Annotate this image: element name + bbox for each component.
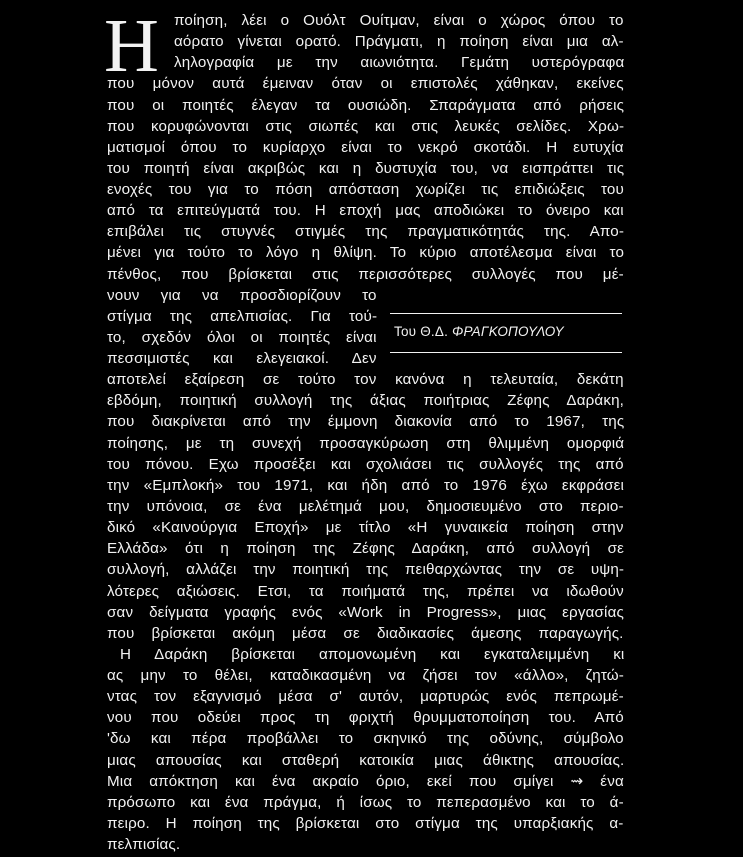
text-line: που κορυφώνονται στις σιωπές και στις λευκές σελίδες. Χρω- [107, 117, 625, 135]
text-line: Ελλάδα» ότι η ποίηση της Ζέφης Δαράκη, από συλλογή σε [107, 540, 625, 558]
text-line: που βρίσκεται ακόμη μέσα σε διαδικασίες άμεσης παραγωγής. [107, 624, 624, 642]
byline-prefix: Του Θ.Δ. [394, 324, 449, 339]
text-line: συλλογή, αλλάζει την ποιητική της πειθαρχώντας την σε υψη- [107, 561, 625, 579]
text-line: ποίησης, με τη συνεχή προσαγκύρωση στη θλιμμένη ομορφιά [107, 434, 625, 452]
text-line: νου που οδεύει προς τη φριχτή θρυμματοποίηση του. Από [107, 709, 624, 727]
text-line: ντας τον εξαγνισμό μέσα σ' αυτόν, μαρτυρώς ενός πεπρωμέ- [107, 688, 624, 706]
text-line: που οι ποιητές έλεγαν τα ουσιώδη. Σπαράγματα από ρήσεις [107, 96, 625, 114]
text-line: την «Εμπλοκή» του 1971, και ήδη από το 1976 έχω εκφράσει [107, 476, 625, 494]
text-line: λότερες αξιώσεις. Ετσι, τα ποιήματά της, πρέπει να ιδωθούν [107, 582, 624, 600]
byline [394, 324, 564, 340]
text-line: στίγμα της απελπισίας. Για τού- [107, 307, 378, 325]
text-line: του πόνου. Εχω προσέξει και σχολιάσει τις συλλογές της από [107, 455, 624, 473]
text-line: που διακρίνεται από την έμμονη διακονία από το 1967, της [107, 413, 625, 431]
author-name: ΦΡΑΓΚΟΠΟΥΛΟΥ [451, 324, 564, 339]
text-line: Η Δαράκη βρίσκεται απομονωμένη και εγκαταλειμμένη κι [120, 645, 625, 663]
text-line: ματισμοί όπου το κυρίαρχο είναι το νεκρό σκοτάδι. Η ευτυχία [107, 138, 624, 156]
text-line: πρόσωπο και ένα πράγμα, ή ίσως το πεπερασμένο και το ά- [107, 793, 624, 811]
text-line: μιας απουσίας και σταθερή κατοικία μιας άθικτης απουσίας. [107, 751, 625, 769]
text-line: αποτελεί εξαίρεση σε τούτο τον κανόνα η τελευταία, δεκάτη [107, 371, 624, 389]
drop-cap: Η [104, 4, 159, 88]
text-line: εβδόμη, ποιητική συλλογή της άξιας ποιήτριας Ζέφης Δαράκη, [107, 392, 625, 410]
text-line: του ποιητή είναι ακριβώς και η δυστυχία του, να εισπράττει τις [107, 159, 625, 177]
text-line: πειρο. Η ποίηση της βρίσκεται στο στίγμα της υπαρξιακής α- [107, 814, 624, 832]
text-line: 'δω και πέρα προβάλλει το σκηνικό της οδύνης, σύμβολο [107, 730, 624, 748]
text-line: αόρατο γίνεται ορατό. Πράγματι, η ποίηση είναι μια αλ- [174, 33, 624, 51]
text-line: από τα επιτεύγματά του. Η εποχή μας αποδιώκει το όνειρο και [107, 202, 624, 220]
text-line: ποίηση, λέει ο Ουόλτ Ουίτμαν, είναι ο χώρος όπου το [174, 12, 624, 29]
text-line: επιβάλει τις στυγνές στιγμές της πραγματικότητάς της. Απο- [107, 223, 625, 241]
text-line: ενοχές του για το πόση απόσταση χωρίζει τις επιδιώξεις του [107, 181, 624, 198]
text-line: την υπόνοια, σε ένα μελέτημά μου, δημοσιευμένο στο περιο- [107, 497, 624, 515]
text-line: ληλογραφία με την αιωνιότητα. Γεμάτη υστερόγραφα [174, 54, 625, 72]
text-line: Μια απόκτηση και ένα ακραίο όριο, εκεί που σμίγει ⇝ ένα [107, 772, 624, 790]
text-line: πελπισίας. [107, 836, 181, 853]
text-line: δικό «Καινούργια Εποχή» με τίτλο «Η γυναικεία ποίηση στην [107, 519, 624, 537]
text-line: νουν για να προσδιορίζουν το [107, 286, 377, 304]
byline-box [390, 313, 622, 353]
text-line: πένθος, που βρίσκεται στις περισσότερες συλλογές που μέ- [107, 265, 624, 283]
text-line: το, σχεδόν όλοι οι ποιητές είναι [107, 328, 377, 346]
text-line: πεσσιμιστές και ελεγειακοί. Δεν [107, 350, 377, 368]
text-line: μένει για τούτο το λόγο η θλίψη. Το κύριο αποτέλεσμα είναι το [107, 244, 625, 262]
text-line: που μόνον αυτά έμειναν όταν οι επιστολές χάθηκαν, εκείνες [107, 75, 624, 93]
text-line: σαν δείγματα γραφής ενός «Work in Progress», μιας εργασίας [107, 603, 624, 621]
text-line: ας μην το θέλει, καταδικασμένη να ζήσει τον «άλλο», ζητώ- [107, 667, 624, 684]
